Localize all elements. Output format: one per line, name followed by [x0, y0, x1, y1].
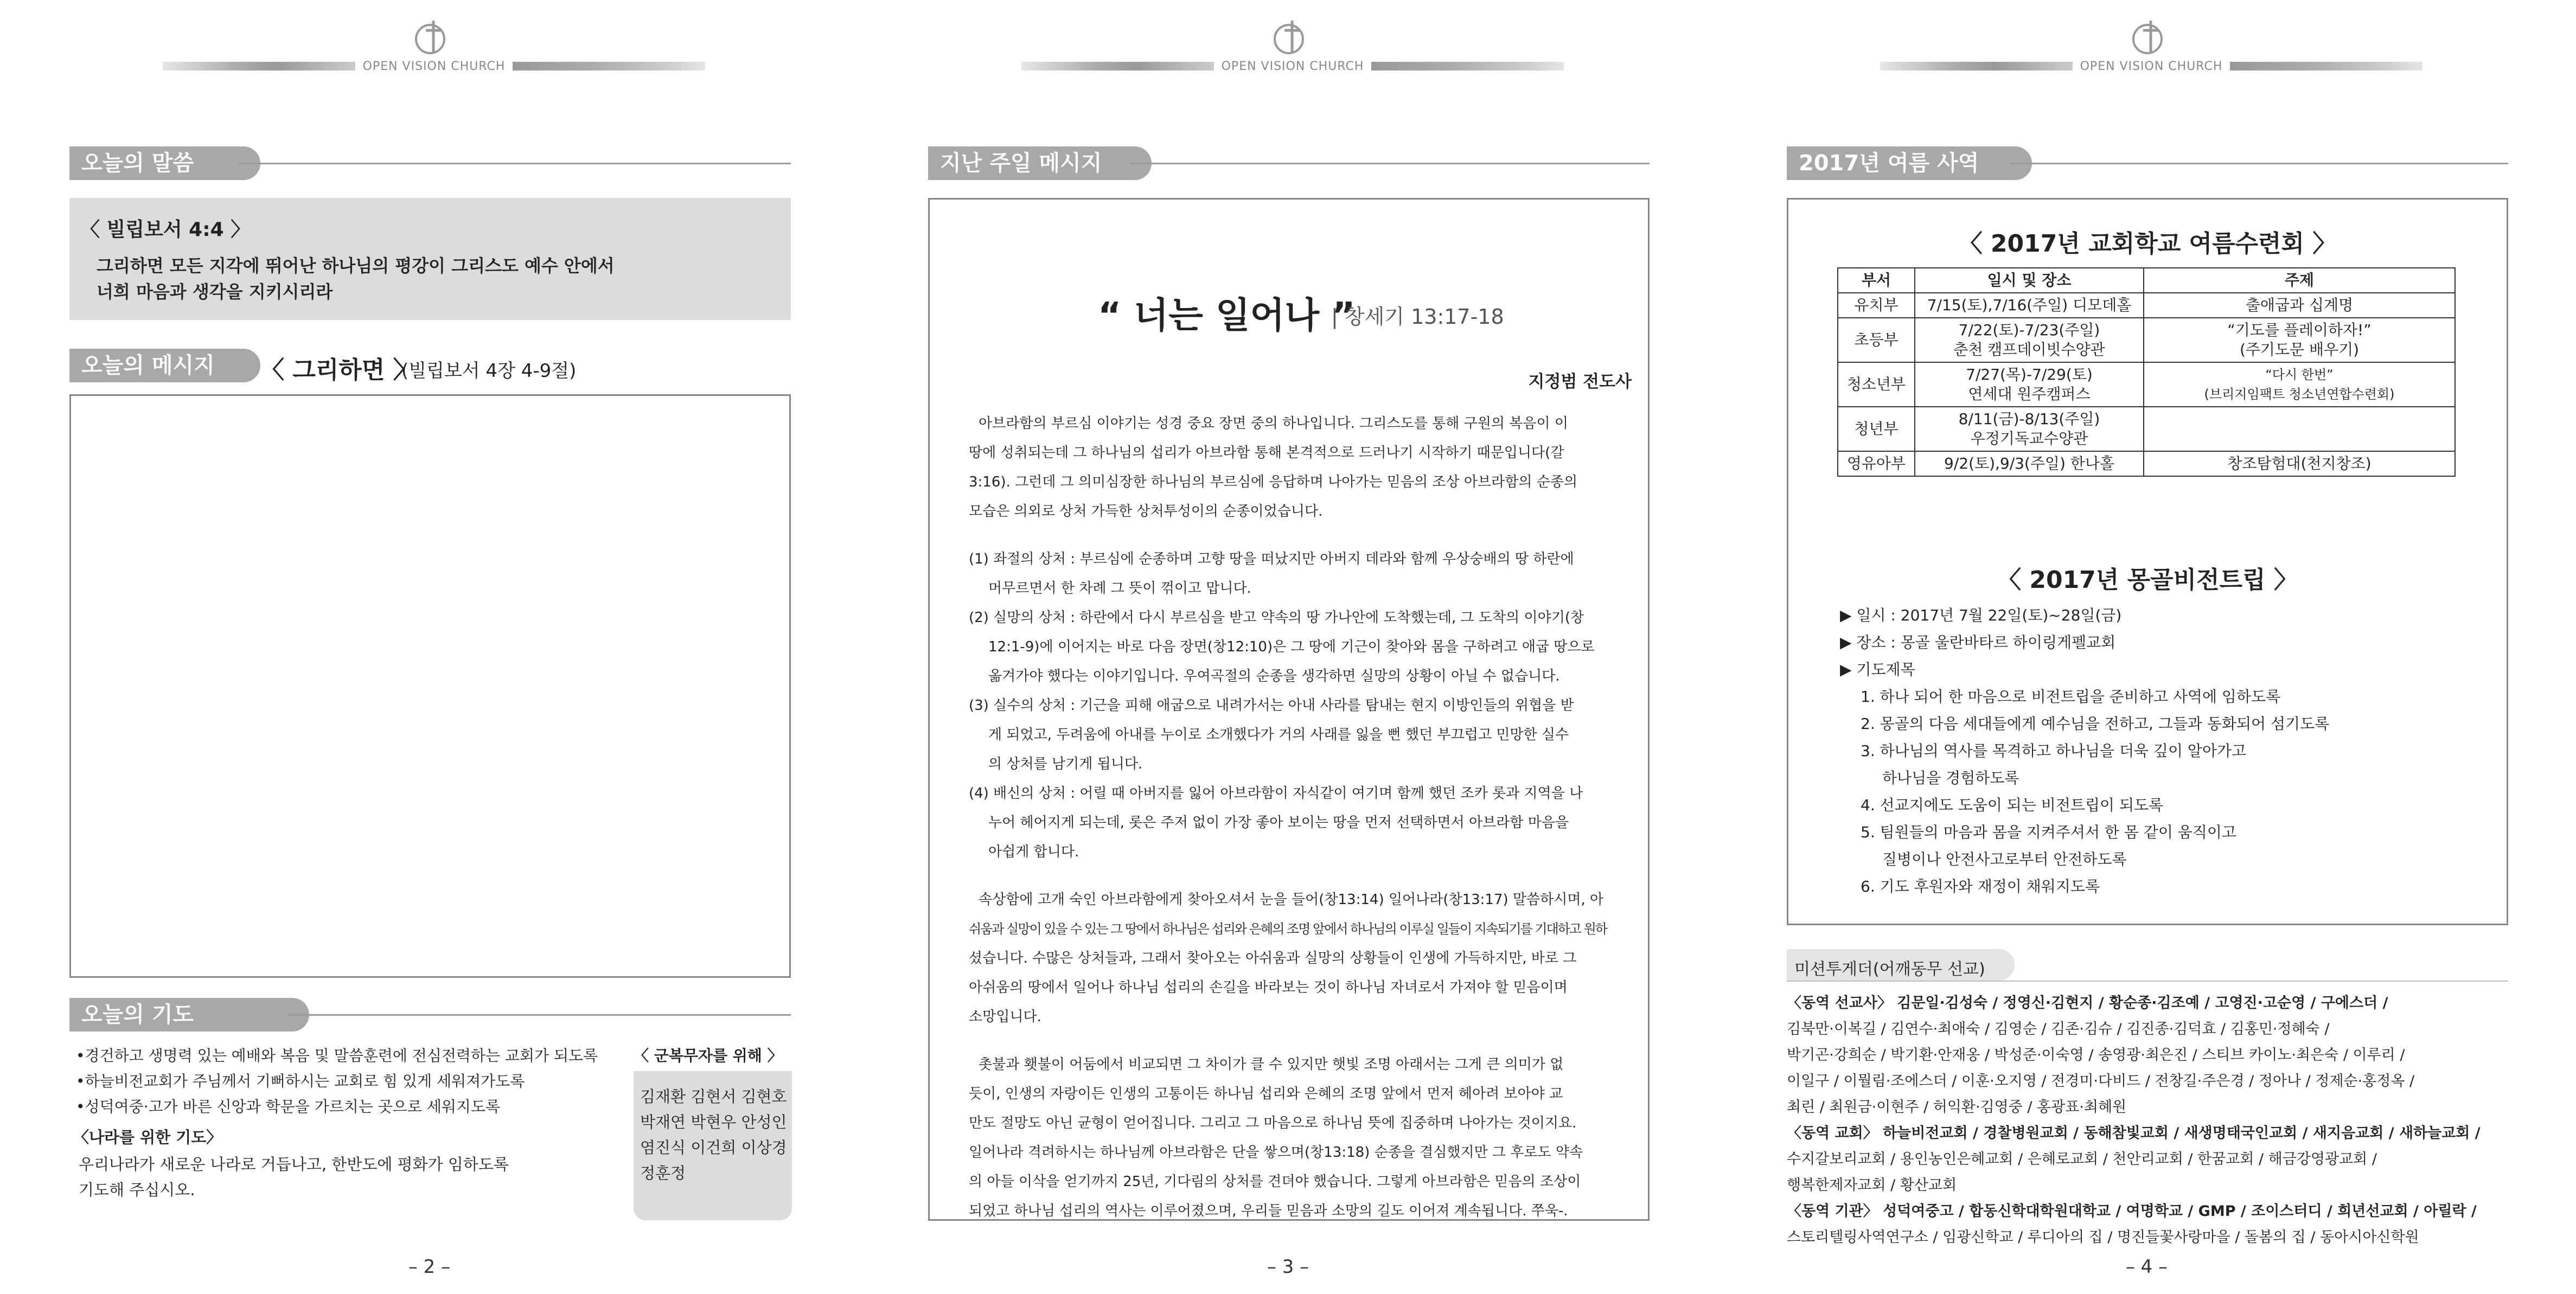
mission-line: 수지갈보리교회 / 용인농인은혜교회 / 은혜로교회 / 천안리교회 / 한꿈교회 / 해금강영광교회 / — [1787, 1151, 2377, 1168]
sermon-line: 누어 헤어지게 되는데, 롯은 주저 없이 가장 좋아 보이는 땅을 먼저 선택하면서 아브라함 마음을 — [988, 815, 1569, 831]
sermon-line: 3:16). 그런데 그 의미심장한 하나님의 부르심에 응답하며 나아가는 믿음의 조상 아브라함의 순종의 — [969, 474, 1578, 490]
table-cell: 청소년부 — [1838, 362, 1915, 407]
last-sunday-message-tab: 지난 주일 메시지 — [928, 146, 1152, 180]
message-reference: (빌립보서 4장 4-9절) — [401, 360, 577, 382]
sermon-line: 게 되었고, 두려움에 아내를 누이로 소개했다가 거의 사래를 잃을 뻔 했던 부끄럽고 민망한 실수 — [988, 727, 1569, 743]
sermon-line: 옮겨가야 했다는 이야기입니다. 우여곡절의 순종을 생각하면 실망의 상황이 아닐 수 없습니다. — [988, 668, 1560, 684]
table-cell: 7/22(토)-7/23(주일) 춘천 캠프데이빗수양관 — [1915, 318, 2144, 362]
sermon-line: (4) 배신의 상처 : 어릴 때 아버지를 잃어 아브라함이 자식같이 여기며 함께 했던 조카 롯과 지역을 나 — [969, 785, 1583, 802]
page-4 — [1717, 0, 2576, 1294]
verse-reference: 〈 빌립보서 4:4 〉 — [80, 219, 251, 241]
page-header — [163, 16, 705, 76]
todays-prayer-tab: 오늘의 기도 — [69, 998, 309, 1032]
mission-line: 〈동역 기관〉 성덕여중고 / 합동신학대학원대학교 / 여명학교 / GMP / 조이스터디 / 희년선교회 / 아릴락 / — [1787, 1203, 2477, 1220]
table-row — [1838, 451, 2455, 476]
page-3 — [859, 0, 1717, 1294]
table-cell: 초등부 — [1838, 318, 1915, 362]
mission-line: 행복한제자교회 / 황산교회 — [1787, 1177, 1957, 1194]
page-number: – 4 – — [2125, 1256, 2168, 1278]
header-brand: OPEN VISION CHURCH — [362, 59, 506, 73]
camp-schedule-table — [1837, 267, 2456, 477]
section-rule — [1787, 981, 2508, 982]
section-rule — [287, 1014, 791, 1016]
mission-heading-box — [1787, 949, 2015, 981]
trip-details — [1840, 602, 2329, 900]
sermon-line: 땅에 성취되는데 그 하나님의 섭리가 아브라함 통해 본격적으로 드러나기 시작하기 때문입니다(갈 — [969, 445, 1564, 461]
section-rule — [239, 163, 791, 164]
military-names-line: 염진식 이건희 이상경 — [640, 1138, 787, 1157]
church-logo-icon — [410, 16, 453, 60]
trip-line: 1. 하나 되어 한 마음으로 비전트립을 준비하고 사역에 임하도록 — [1861, 688, 2281, 706]
table-cell: 유치부 — [1838, 293, 1915, 318]
table-cell: 창조탐험대(천지창조) — [2144, 451, 2455, 476]
preacher-name: 지정범 전도사 — [1528, 372, 1632, 392]
summer-ministry-box — [1787, 198, 2508, 925]
sermon-line: (2) 실망의 상처 : 하란에서 다시 부르심을 받고 약속의 땅 가나안에 도착했는데, 그 도착의 이야기(창 — [969, 610, 1584, 626]
table-cell: 8/11(금)-8/13(주일) 우정기독교수양관 — [1915, 407, 2144, 451]
mission-line: 스토리텔링사역연구소 / 임광신학교 / 루디아의 집 / 명진들꽃사랑마을 / 돌봄의 집 / 동아시아신학원 — [1787, 1229, 2419, 1246]
trip-line: 2. 몽골의 다음 세대들에게 예수님을 전하고, 그들과 동화되어 섬기도록 — [1861, 715, 2330, 733]
trip-line: 하나님을 경험하도록 — [1882, 769, 2019, 787]
table-cell: 청년부 — [1838, 407, 1915, 451]
sermon-line: 머무르면서 한 차례 그 뜻이 꺾이고 맙니다. — [988, 580, 1251, 597]
page-2 — [0, 0, 859, 1294]
message-title: 〈 그리하면 〉 — [260, 356, 417, 384]
mission-line: 김북만·이복길 / 김연수·최애숙 / 김영순 / 김존·김슈 / 김진종·김덕효 / 김홍민·정혜숙 / — [1787, 1021, 2330, 1037]
table-row — [1838, 362, 2455, 407]
trip-line: 3. 하나님의 역사를 목격하고 하나님을 더욱 깊이 알아가고 — [1861, 742, 2247, 760]
mission-line: 〈동역 선교사〉 김문일·김성숙 / 정영신·김현지 / 황순종·김조예 / 고영진·고순영 / 구에스더 / — [1787, 995, 2388, 1011]
prayer-item: •성덕여중·고가 바른 신앙과 학문을 가르치는 곳으로 세워지도록 — [76, 1098, 501, 1116]
column-header: 부서 — [1838, 268, 1915, 293]
mission-heading: 미션투게더(어깨동무 선교) — [1794, 960, 1985, 979]
mission-line: 최린 / 최원금·이현주 / 허익환·김영중 / 홍광표·최혜원 — [1787, 1099, 2127, 1116]
sermon-line: 쉬움과 실망이 있을 수 있는 그 땅에서 하나님은 섭리와 은혜의 조명 앞에서 하나님의 이루실 일들이 지속되기를 기대하고 원하 — [969, 921, 1607, 937]
military-heading: 〈 군복무자를 위해 〉 — [634, 1047, 783, 1065]
table-cell: 영유아부 — [1838, 451, 1915, 476]
todays-word-tab: 오늘의 말씀 — [69, 146, 260, 180]
sermon-line: 만도 절망도 아닌 균형이 얻어집니다. 그리고 그 마음으로 하나님 뜻에 집중하며 나아가는 것이지요. — [969, 1115, 1577, 1131]
sermon-line: (3) 실수의 상처 : 기근을 피해 애굽으로 내려가서는 아내 사라를 탐내는 현지 이방인들의 위협을 받 — [969, 697, 1574, 714]
page-number: – 2 – — [408, 1256, 451, 1278]
trip-line: ▶ 장소 : 몽골 울란바타르 하이링게펠교회 — [1840, 633, 2116, 651]
header-brand: OPEN VISION CHURCH — [2080, 59, 2223, 73]
sermon-line: 소망입니다. — [969, 1009, 1041, 1025]
sermon-line: 듯이, 인생의 자랑이든 인생의 고통이든 하나님 섭리와 은혜의 조명 앞에서 먼저 헤아려 보아야 교 — [969, 1086, 1563, 1102]
sermon-title: “ 너는 일어나 ” — [1098, 294, 1356, 336]
trip-line: 6. 기도 후원자와 재정이 채워지도록 — [1861, 877, 2100, 895]
prayer-item: •경건하고 생명력 있는 예배와 복음 및 말씀훈련에 전심전력하는 교회가 되도록 — [76, 1047, 598, 1065]
sermon-line: 되었고 하나님 섭리의 역사는 이루어졌으며, 우리들 믿음과 소망의 길도 이어져 계속됩니다. 쭈욱-. — [969, 1203, 1568, 1219]
trip-line: ▶ 기도제목 — [1840, 661, 1915, 678]
table-row — [1838, 407, 2455, 451]
section-rule — [2010, 163, 2508, 164]
trip-title: 〈 2017년 몽골비전트립 〉 — [1997, 566, 2298, 594]
sermon-line: 촛불과 횃불이 어둠에서 비교되면 그 차이가 클 수 있지만 햇빛 조명 아래서는 그게 큰 의미가 없 — [979, 1056, 1564, 1073]
military-names-line: 정훈정 — [640, 1164, 686, 1182]
table-row — [1838, 293, 2455, 318]
header-brand: OPEN VISION CHURCH — [1221, 59, 1364, 73]
page-header — [1880, 16, 2422, 76]
mission-line: 박기곤·강희순 / 박기환·안재옹 / 박성준·이숙영 / 송영광·최은진 / 스티브 카이노·최은숙 / 이루리 / — [1787, 1047, 2405, 1064]
prayer-item: •하늘비전교회가 주님께서 기뻐하시는 교회로 힘 있게 세워져가도록 — [76, 1072, 525, 1090]
mission-partners — [1787, 990, 2481, 1251]
nation-prayer-heading: 〈나라를 위한 기도〉 — [73, 1128, 222, 1146]
table-cell: 출애굽과 십계명 — [2144, 293, 2455, 318]
sermon-line: 아쉬움의 땅에서 일어나 하나님 섭리의 손길을 바라보는 것이 하나님 자녀로서 가져야 할 믿음이며 — [969, 979, 1568, 996]
sermon-line: 의 상처를 남기게 됩니다. — [988, 756, 1143, 772]
column-header: 일시 및 장소 — [1915, 268, 2144, 293]
military-names-box — [634, 1071, 792, 1220]
sermon-notes-box — [69, 394, 791, 978]
table-row — [1838, 318, 2455, 362]
table-cell — [2144, 407, 2455, 451]
trip-line: ▶ 일시 : 2017년 7월 22일(토)~28일(금) — [1840, 606, 2122, 624]
church-logo-icon — [1268, 16, 1312, 60]
table-cell: 7/27(목)-7/29(토) 연세대 원주캠퍼스 — [1915, 362, 2144, 407]
mission-line: 이일구 / 이뭘림·조에스더 / 이훈·오지영 / 전경미·다비드 / 전창길·주은경 / 정아나 / 정제순·홍정옥 / — [1787, 1073, 2415, 1090]
trip-line: 4. 선교지에도 도움이 되는 비전트립이 되도록 — [1861, 796, 2164, 814]
sermon-line: 아브라함의 부르심 이야기는 성경 중요 장면 중의 하나입니다. 그리스도를 통해 구원의 복음이 이 — [979, 415, 1568, 432]
sermon-line: 아쉽게 합니다. — [988, 844, 1079, 860]
sermon-line: 의 아들 이삭을 얻기까지 25년, 기다림의 상처를 견뎌야 했습니다. 그렇게 아브라함은 믿음의 조상이 — [969, 1174, 1581, 1190]
table-cell: “기도를 플레이하자!” (주기도문 배우기) — [2144, 318, 2455, 362]
military-names-line: 박재연 박현우 안성인 — [640, 1113, 787, 1131]
table-header-row — [1838, 268, 2455, 293]
sermon-scripture: | 창세기 13:17-18 — [1331, 305, 1504, 329]
page-header — [1021, 16, 1564, 76]
column-header: 주제 — [2144, 268, 2455, 293]
camp-title: 〈 2017년 교회학교 여름수련회 〉 — [1958, 230, 2337, 258]
trip-line: 5. 팀원들의 마음과 몸을 지켜주셔서 한 몸 같이 움직이고 — [1861, 823, 2236, 841]
church-logo-icon — [2127, 16, 2170, 60]
table-cell: “다시 한번” (브리지임팩트 청소년연합수련회) — [2144, 362, 2455, 407]
table-cell: 7/15(토),7/16(주일) 디모데홀 — [1915, 293, 2144, 318]
summer-ministry-tab: 2017년 여름 사역 — [1787, 146, 2032, 180]
page-number: – 3 – — [1267, 1256, 1309, 1278]
military-names-line: 김재환 김현서 김현호 — [640, 1087, 787, 1106]
section-rule — [1130, 163, 1650, 164]
sermon-line: 일어나라 격려하시는 하나님께 아브라함은 단을 쌓으며(창13:18) 순종을 결심했지만 그 후로도 약속 — [969, 1144, 1583, 1161]
verse-line-2: 너희 마음과 생각을 지키시리라 — [97, 281, 333, 302]
mission-line: 〈동역 교회〉 하늘비전교회 / 경찰병원교회 / 동해참빛교회 / 새생명태국인교회 / 새지음교회 / 새하늘교회 / — [1787, 1125, 2481, 1142]
sermon-box — [928, 198, 1650, 1221]
table-cell: 9/2(토),9/3(주일) 한나홀 — [1915, 451, 2144, 476]
sermon-line: 셨습니다. 수많은 상처들과, 그래서 찾아오는 아쉬움과 실망의 상황들이 인생에 가득하지만, 바로 그 — [969, 950, 1577, 966]
sermon-line: 속상함에 고개 숙인 아브라함에게 찾아오셔서 눈을 들어(창13:14) 일어나라(창13:17) 말씀하시며, 아 — [979, 892, 1604, 908]
trip-line: 질병이나 안전사고로부터 안전하도록 — [1882, 850, 2127, 868]
verse-line-1: 그리하면 모든 지각에 뛰어난 하나님의 평강이 그리스도 예수 안에서 — [97, 255, 615, 276]
nation-prayer-line: 우리나라가 새로운 나라로 거듭나고, 한반도에 평화가 임하도록 — [79, 1155, 509, 1174]
sermon-line: 12:1-9)에 이어지는 바로 다음 장면(창12:10)은 그 땅에 기근이 찾아와 몸을 구하려고 애굽 땅으로 — [988, 639, 1595, 655]
nation-prayer-line: 기도해 주십시오. — [79, 1181, 195, 1199]
sermon-line: 모습은 의외로 상처 가득한 상처투성이의 순종이었습니다. — [969, 503, 1323, 520]
todays-message-tab: 오늘의 메시지 — [69, 349, 260, 382]
sermon-body — [969, 411, 1614, 1228]
sermon-line: (1) 좌절의 상처 : 부르심에 순종하며 고향 땅을 떠났지만 아버지 데라와 함께 우상숭배의 땅 하란에 — [969, 551, 1574, 567]
verse-box — [69, 198, 791, 320]
